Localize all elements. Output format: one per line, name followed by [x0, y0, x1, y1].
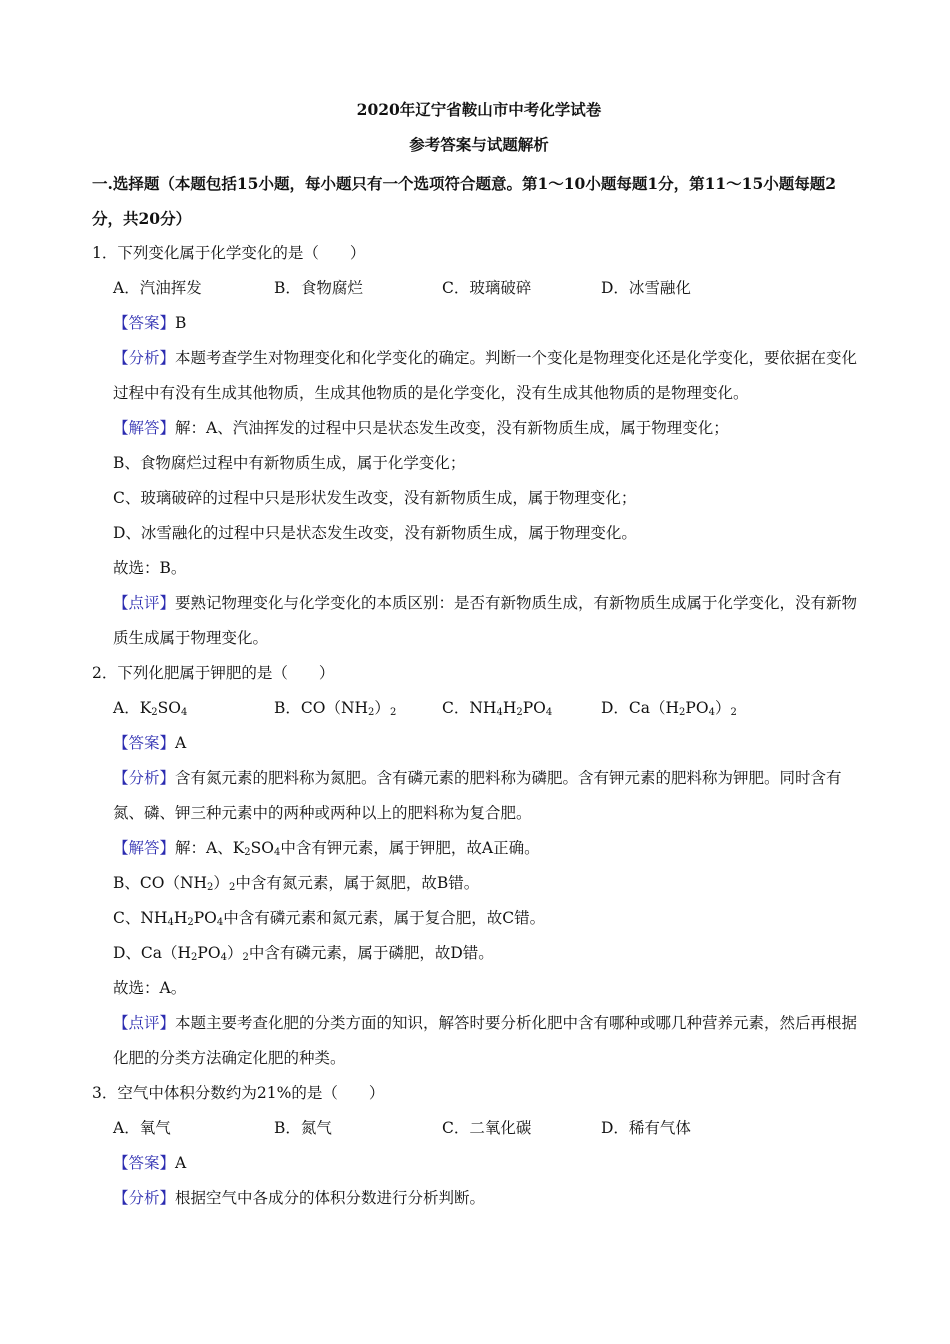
option-d: D．稀有气体: [601, 1119, 691, 1137]
question-2: [92, 656, 866, 1076]
solution-tag: 【解答】: [113, 419, 176, 437]
section-heading: 一.选择题（本题包括15小题，每小题只有一个选项符合题意。第1～10小题每题1分，第11～15小题每题2分，共20分）: [92, 174, 837, 228]
analysis-paragraph: [92, 761, 866, 831]
comment-paragraph: [92, 1006, 866, 1076]
question-1: [92, 236, 866, 656]
solution-line-b: B、食物腐烂过程中有新物质生成，属于化学变化；: [113, 454, 466, 472]
option-b: B．食物腐烂: [274, 279, 363, 297]
comment-paragraph: [92, 586, 866, 656]
solution-line-c: C、玻璃破碎的过程中只是形状发生改变，没有新物质生成，属于物理变化；: [113, 489, 637, 507]
answer-value: A: [175, 1154, 187, 1172]
answer-tag: 【答案】: [113, 314, 176, 332]
question-2-options: [92, 691, 866, 726]
analysis-text: 含有氮元素的肥料称为氮肥。含有磷元素的肥料称为磷肥。含有钾元素的肥料称为钾肥。同时含有氮、磷、钾三种元素中的两种或两种以上的肥料称为复合肥。: [113, 769, 842, 822]
page-title: 2020年辽宁省鞍山市中考化学试卷: [356, 100, 602, 119]
answer-tag: 【答案】: [113, 734, 176, 752]
answer-value: B: [175, 314, 187, 332]
solution-line-c: C、$NH_4H_2PO_4$中含有磷元素和氮元素，属于复合肥，故C错。: [113, 909, 546, 928]
solution-line-d: D、冰雪融化的过程中只是状态发生改变，没有新物质生成，属于物理变化。: [113, 524, 637, 542]
comment-text: 要熟记物理变化与化学变化的本质区别：是否有新物质生成，有新物质生成属于化学变化，没有新物质生成属于物理变化。: [113, 594, 858, 647]
question-3: [92, 1076, 866, 1216]
comment-tag: 【点评】: [113, 594, 176, 612]
analysis-tag: 【分析】: [113, 769, 176, 787]
question-1-options: [92, 271, 866, 306]
analysis-text: 根据空气中各成分的体积分数进行分析判断。: [175, 1189, 486, 1207]
option-c: C．玻璃破碎: [442, 279, 532, 297]
question-2-stem: 2．下列化肥属于钾肥的是（ ）: [92, 664, 335, 682]
option-c: C．二氧化碳: [442, 1119, 532, 1137]
option-b: B．氮气: [274, 1119, 332, 1137]
answer-tag: 【答案】: [113, 1154, 176, 1172]
option-d: D．冰雪融化: [601, 279, 691, 297]
option-a: A．汽油挥发: [113, 279, 202, 297]
option-d: D．$Ca(H_2PO_4)_2$: [601, 699, 737, 718]
answer-line: [92, 1146, 866, 1181]
final-choice: 故选：A。: [113, 979, 187, 997]
option-a: A．氧气: [113, 1119, 171, 1137]
analysis-tag: 【分析】: [113, 1189, 176, 1207]
option-b: B．$CO(NH_2)_2$: [274, 699, 397, 718]
comment-text: 本题主要考查化肥的分类方面的知识，解答时要分析化肥中含有哪种或哪几种营养元素，然后再根据化肥的分类方法确定化肥的种类。: [113, 1014, 858, 1067]
option-c: C．$NH_4H_2PO_4$: [442, 699, 553, 718]
final-choice: 故选：B。: [113, 559, 187, 577]
solution-line: [92, 411, 866, 446]
answer-line: [92, 726, 866, 761]
solution-tag: 【解答】: [113, 839, 176, 857]
analysis-text: 本题考查学生对物理变化和化学变化的确定。判断一个变化是物理变化还是化学变化，要依据在变化过程中有没有生成其他物质，生成其他物质的是化学变化，没有生成其他物质的是物理变化。: [113, 349, 858, 402]
question-3-options: [92, 1111, 866, 1146]
answer-line: [92, 306, 866, 341]
analysis-paragraph: [92, 1181, 866, 1216]
comment-tag: 【点评】: [113, 1014, 176, 1032]
answer-value: A: [175, 734, 187, 752]
analysis-paragraph: [92, 341, 866, 411]
solution-text: 解：A、汽油挥发的过程中只是状态发生改变，没有新物质生成，属于物理变化；: [175, 419, 729, 437]
solution-line-d: D、$Ca(H_2PO_4)_2$中含有磷元素，属于磷肥，故D错。: [113, 944, 494, 963]
solution-line-b: B、$CO(NH_2)_2$中含有氮元素，属于氮肥，故B错。: [113, 874, 480, 893]
analysis-tag: 【分析】: [113, 349, 176, 367]
question-3-stem: 3．空气中体积分数约为21%的是（ ）: [92, 1084, 385, 1102]
page-subtitle: 参考答案与试题解析: [409, 135, 549, 154]
question-1-stem: 1．下列变化属于化学变化的是（ ）: [92, 244, 366, 262]
solution-line: 【解答】解：A、$K_2SO_4$中含有钾元素，属于钾肥，故A正确。: [113, 839, 540, 858]
option-a: A．$K_2SO_4$: [113, 699, 188, 718]
